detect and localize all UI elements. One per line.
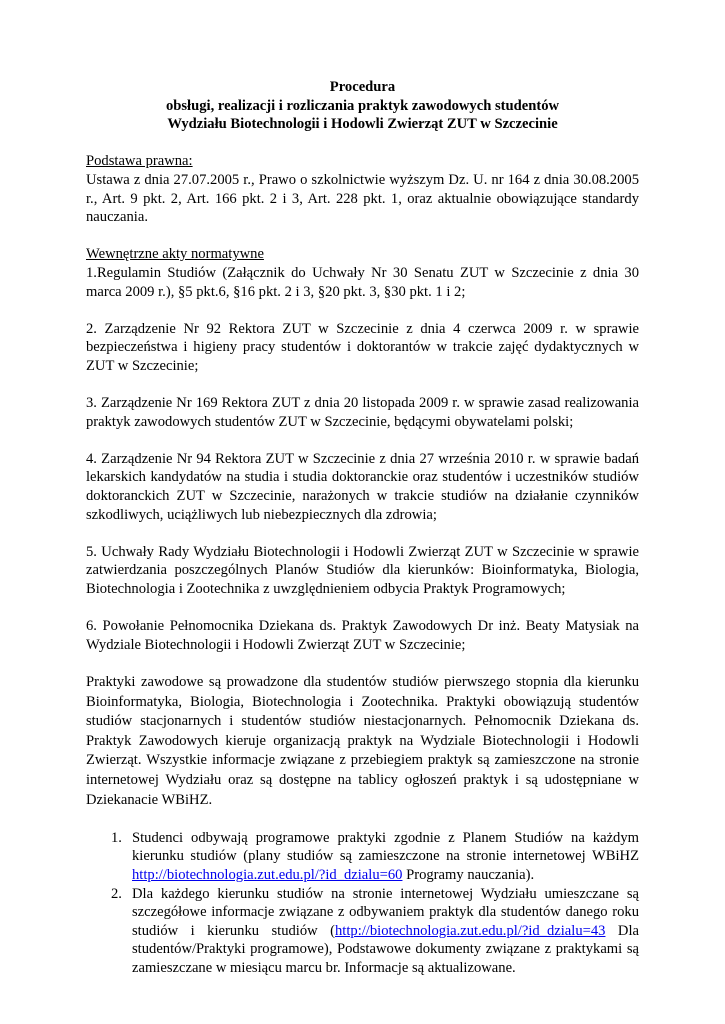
list-item-number: 1. [111, 829, 122, 846]
internal-act-item: 5. Uchwały Rady Wydziału Biotechnologii i Hodowli Zwierząt ZUT w Szczecinie w sprawie zatwierdzania poszczególnych Planów Studiów dla kierunków: Bioinformatyka, Biologia, Biotechnologia i Zootechnika z uwzględnieniem odbycia Praktyk Programowych; [86, 543, 639, 598]
internal-act-item: 4. Zarządzenie Nr 94 Rektora ZUT w Szczecinie z dnia 27 września 2010 r. w sprawie badań lekarskich kandydatów na studia i studia doktoranckie oraz studentów i uczestników studiów doktoranckich ZUT w Szczecinie, narażonych w trakcie studiów na działanie czynników szkodliwych, uciążliwych lub niebezpiecznych dla zdrowia; [86, 450, 639, 523]
title-line-2: obsługi, realizacji i rozliczania praktyk zawodowych studentów [165, 97, 560, 114]
list-item-text: Dla każdego kierunku studiów na stronie internetowej Wydziału umieszczane są szczegółowe informacje związane z odbywaniem praktyk dla studentów danego roku studiów i kierunku studiów ( [132, 885, 639, 939]
list-item-text: Dla studentów/Praktyki programowe), Podstawowe dokumenty związane z praktykami są zamieszczane w miesiącu marcu br. Informacje są aktualizowane. [132, 922, 639, 976]
document-page [86, 78, 639, 978]
programs-link[interactable]: http://biotechnologia.zut.edu.pl/?id_dzialu=60 [132, 866, 403, 883]
list-item-number: 2. [111, 885, 122, 902]
internal-act-item: 3. Zarządzenie Nr 169 Rektora ZUT z dnia 20 listopada 2009 r. w sprawie zasad realizowania praktyk zawodowych studentów ZUT w Szczecinie, będącymi obywatelami polski; [86, 395, 639, 430]
document-title [86, 78, 639, 134]
title-line-3: Wydziału Biotechnologii i Hodowli Zwierząt ZUT w Szczecinie [167, 116, 558, 133]
internal-act-item: 6. Powołanie Pełnomocnika Dziekana ds. Praktyk Zawodowych Dr inż. Beaty Matysiak na Wydziale Biotechnologii i Hodowli Zwierząt ZUT w Szczecinie; [86, 618, 639, 653]
legal-basis-text: Ustawa z dnia 27.07.2005 r., Prawo o szkolnictwie wyższym Dz. U. nr 164 z dnia 30.08.2005 r., Art. 9 pkt. 2, Art. 166 pkt. 2 i 3, Art. 228 pkt. 1, oraz aktualnie obowiązujące standardy nauczania. [86, 171, 639, 226]
list-item [86, 885, 639, 978]
legal-basis-heading: Podstawa prawna: [86, 153, 193, 170]
intro-paragraph: Praktyki zawodowe są prowadzone dla studentów studiów pierwszego stopnia dla kierunku Bioinformatyka, Biologia, Biotechnologia i Zootechnika. Praktyki obowiązują studentów studiów stacjonarnych i studentów studiów niestacjonarnych. Pełnomocnik Dziekana ds. Praktyk Zawodowych kieruje organizacją praktyk na Wydziale Biotechnologii i Hodowli Zwierząt. Wszystkie informacje związane z przebiegiem praktyk są zamieszczone na stronie internetowej Wydziału oraz są dostępne na tablicy ogłoszeń praktyk i są udostępniane w Dziekanacie WBiHZ. [86, 674, 639, 808]
list-item-text: Programy nauczania). [402, 866, 535, 883]
numbered-list [86, 829, 639, 978]
list-item-text: Studenci odbywają programowe praktyki zgodnie z Planem Studiów na każdym kierunku studiów (plany studiów są zamieszczone na stronie internetowej WBiHZ [132, 829, 639, 865]
legal-basis-section [86, 152, 639, 226]
list-item [86, 829, 639, 885]
title-line-1: Procedura [329, 79, 396, 95]
internal-act-item: 1.Regulamin Studiów (Załącznik do Uchwały Nr 30 Senatu ZUT w Szczecinie z dnia 30 marca 2009 r.), §5 pkt.6, §16 pkt. 2 i 3, §20 pkt. 3, §30 pkt. 1 i 2; [86, 264, 639, 300]
practices-link[interactable]: http://biotechnologia.zut.edu.pl/?id_dzialu=43 [335, 922, 606, 939]
internal-acts-heading: Wewnętrzne akty normatywne [86, 246, 264, 263]
internal-act-item: 2. Zarządzenie Nr 92 Rektora ZUT w Szczecinie z dnia 4 czerwca 2009 r. w sprawie bezpieczeństwa i higieny pracy studentów i doktorantów w trakcie zajęć dydaktycznych w ZUT w Szczecinie; [86, 320, 639, 374]
internal-acts-section [86, 245, 639, 654]
